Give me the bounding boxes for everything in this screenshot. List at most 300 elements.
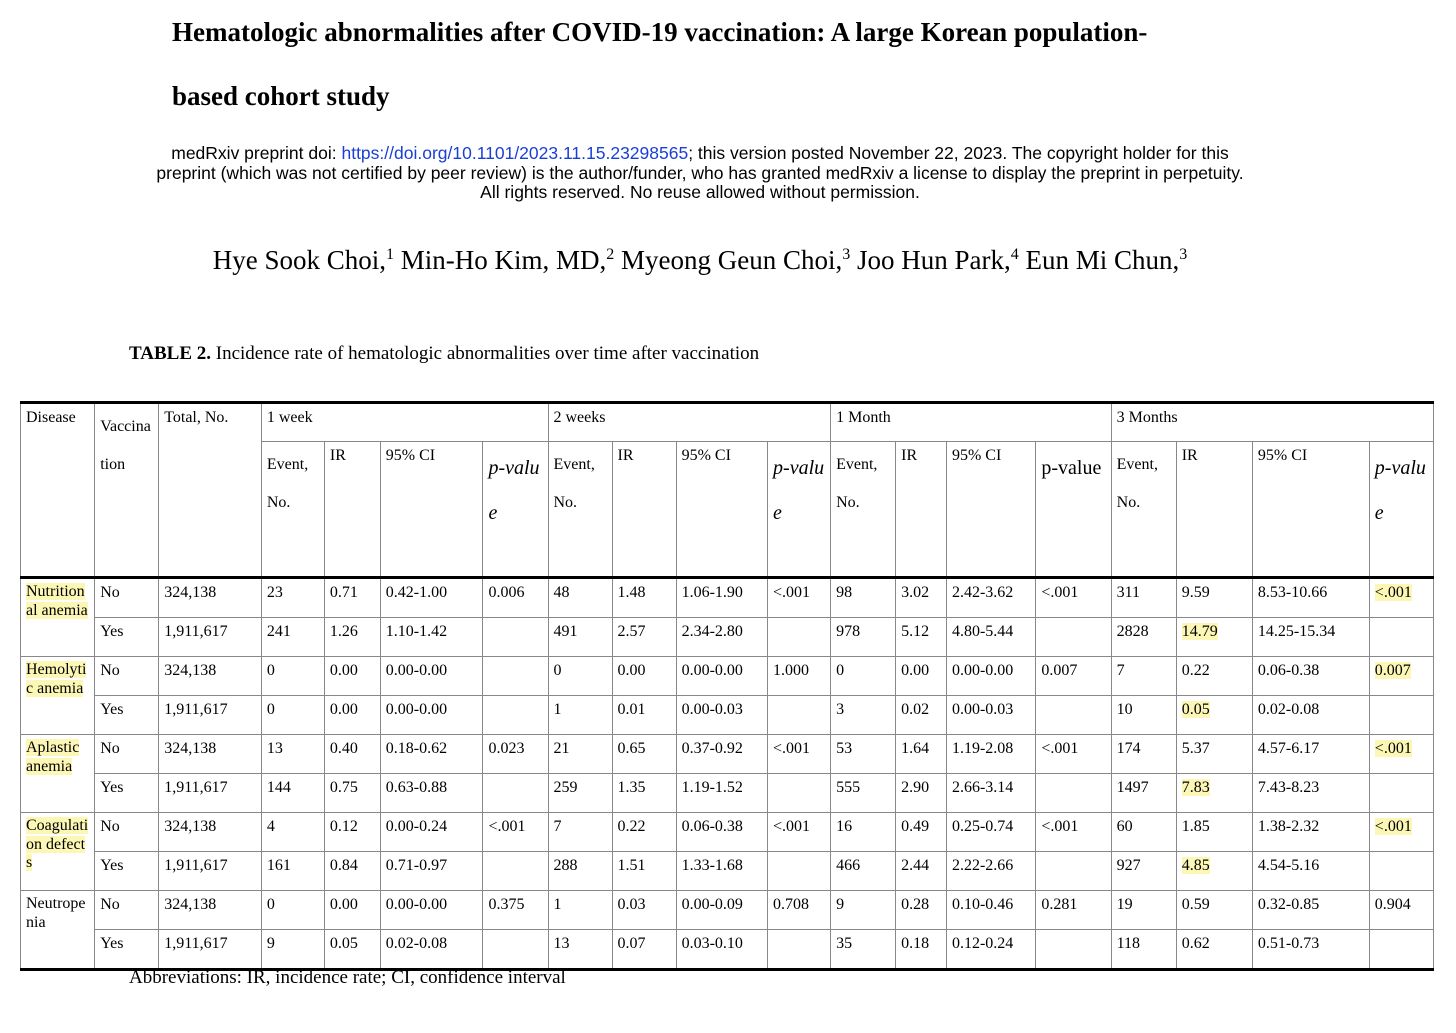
value-cell [612, 774, 676, 813]
value-text: 1.51 [617, 857, 646, 874]
value-text: 1.64 [901, 740, 930, 757]
value-text: 2.66-3.14 [951, 779, 1014, 796]
total-cell: 324,138 [159, 657, 262, 696]
value-cell [768, 618, 831, 657]
value-cell [1036, 735, 1111, 774]
value-text: 0.62 [1181, 935, 1210, 952]
subheader-event: Event, No. [831, 442, 896, 578]
value-text: 0.05 [329, 935, 358, 952]
value-text: 1.33-1.68 [681, 857, 743, 874]
value-cell [1176, 891, 1252, 930]
value-text: 1.000 [773, 662, 810, 679]
value-cell [1252, 891, 1369, 930]
value-cell [831, 657, 896, 696]
value-cell [946, 891, 1035, 930]
value-cell [1036, 930, 1111, 970]
value-text: 0.375 [488, 896, 525, 913]
value-text: <.001 [1041, 818, 1079, 835]
table-row [21, 578, 1434, 618]
value-cell [1036, 618, 1111, 657]
value-text: 1.38-2.32 [1257, 818, 1320, 835]
value-text: 0.75 [329, 779, 358, 796]
incidence-table [20, 401, 1434, 971]
value-cell [548, 930, 612, 970]
value-text: 53 [836, 740, 853, 757]
value-text: 1.06-1.90 [681, 584, 743, 601]
value-cell [324, 578, 380, 618]
paper-title-line1: Hematologic abnormalities after COVID-19 vaccination: A large Korean population- [172, 17, 1148, 47]
value-cell [483, 578, 548, 618]
total-cell: 1,911,617 [159, 618, 262, 657]
value-cell [831, 735, 896, 774]
value-cell [1111, 930, 1176, 970]
value-text: 161 [266, 857, 291, 874]
value-cell [548, 813, 612, 852]
value-cell [768, 735, 831, 774]
total-cell: 1,911,617 [159, 852, 262, 891]
doi-prefix: medRxiv preprint doi: [171, 143, 342, 163]
value-cell [1369, 930, 1433, 970]
value-text: 0 [553, 662, 562, 679]
value-text: 60 [1116, 818, 1133, 835]
value-text: <.001 [773, 584, 811, 601]
total-cell: 324,138 [159, 578, 262, 618]
disease-cell [21, 578, 95, 657]
vaccination-cell: No [95, 657, 159, 696]
value-text: 48 [553, 584, 570, 601]
value-cell [261, 696, 324, 735]
value-cell [676, 657, 767, 696]
table-caption [129, 342, 759, 366]
subheader-ci: 95% CI [946, 442, 1035, 578]
value-text: 0.708 [773, 896, 810, 913]
value-cell [768, 930, 831, 970]
value-text: 0.18 [901, 935, 930, 952]
header-period-1month: 1 Month [831, 403, 1112, 442]
value-text: 2.57 [617, 623, 646, 640]
value-text: 0.05 [1181, 701, 1210, 718]
paper-title-line2: based cohort study [172, 81, 390, 111]
author-affiliation: 3 [1179, 246, 1188, 263]
value-text: 0.00 [329, 701, 358, 718]
value-cell [1111, 578, 1176, 618]
value-cell [324, 696, 380, 735]
value-cell [1036, 813, 1111, 852]
value-text: 0.01 [617, 701, 646, 718]
value-cell [483, 696, 548, 735]
value-text: <.001 [1374, 818, 1412, 835]
header-total: Total, No. [159, 403, 262, 578]
table-row [21, 852, 1434, 891]
value-cell [548, 891, 612, 930]
value-text: 0.904 [1374, 896, 1411, 913]
value-text: 1 [553, 701, 562, 718]
value-text: 3.02 [901, 584, 930, 601]
value-text: 4 [266, 818, 275, 835]
value-text: 0 [266, 896, 275, 913]
table-abbreviations: Abbreviations: IR, incidence rate; CI, confidence interval [129, 967, 566, 988]
value-cell [380, 618, 483, 657]
value-cell [483, 891, 548, 930]
value-text: <.001 [773, 740, 811, 757]
value-cell [324, 891, 380, 930]
value-cell [1252, 735, 1369, 774]
value-cell [896, 813, 947, 852]
value-cell [896, 696, 947, 735]
value-cell [1176, 774, 1252, 813]
value-cell [768, 774, 831, 813]
value-cell [1252, 813, 1369, 852]
value-text: 0.00 [329, 896, 358, 913]
value-cell [831, 578, 896, 618]
value-text: 0.00-0.09 [681, 896, 743, 913]
value-text: 1 [553, 896, 562, 913]
value-text: <.001 [1041, 584, 1079, 601]
value-cell [261, 735, 324, 774]
value-cell [1252, 696, 1369, 735]
value-text: 2.34-2.80 [681, 623, 743, 640]
value-text: 2.42-3.62 [951, 584, 1014, 601]
value-cell [676, 891, 767, 930]
value-cell [612, 891, 676, 930]
table-header-row [21, 403, 1434, 442]
value-cell [676, 618, 767, 657]
value-cell [1369, 578, 1433, 618]
value-cell [946, 813, 1035, 852]
table-row [21, 618, 1434, 657]
total-cell: 324,138 [159, 735, 262, 774]
subheader-ci: 95% CI [1252, 442, 1369, 578]
value-text: 1.26 [329, 623, 358, 640]
value-text: 0.28 [901, 896, 930, 913]
vaccination-cell: No [95, 813, 159, 852]
value-text: 4.85 [1181, 857, 1210, 874]
header-period-2weeks: 2 weeks [548, 403, 831, 442]
value-text: 0.03 [617, 896, 646, 913]
value-cell [1176, 852, 1252, 891]
value-text: 0.00-0.00 [385, 662, 448, 679]
value-cell [612, 852, 676, 891]
value-text: <.001 [1374, 584, 1412, 601]
value-text: 0 [266, 701, 275, 718]
value-cell [768, 657, 831, 696]
value-cell [483, 813, 548, 852]
value-text: 1497 [1116, 779, 1149, 796]
value-text: 7.43-8.23 [1257, 779, 1320, 796]
value-cell [548, 696, 612, 735]
value-text: 0.00-0.03 [951, 701, 1014, 718]
disease-cell [21, 735, 95, 813]
value-cell [1036, 852, 1111, 891]
value-text: 0.02 [901, 701, 930, 718]
value-cell [946, 696, 1035, 735]
disease-name: Nutritional anemia [26, 583, 88, 619]
value-cell [1036, 657, 1111, 696]
value-cell [676, 774, 767, 813]
value-cell [380, 813, 483, 852]
value-text: 0.07 [617, 935, 646, 952]
doi-line2: preprint (which was not certified by peer review) is the author/funder, who has granted medRxiv a license to display the preprint in perpetuity. [156, 162, 1244, 183]
value-cell [1176, 696, 1252, 735]
value-text: 927 [1116, 857, 1141, 874]
value-cell [1252, 578, 1369, 618]
value-cell [1111, 774, 1176, 813]
value-text: 4.57-6.17 [1257, 740, 1320, 757]
subheader-p: p-value [1036, 442, 1111, 578]
author-list [0, 240, 1400, 280]
value-cell [1036, 891, 1111, 930]
value-cell [831, 891, 896, 930]
value-text: 0.02-0.08 [1257, 701, 1320, 718]
value-cell [483, 930, 548, 970]
value-cell [261, 930, 324, 970]
value-cell [380, 657, 483, 696]
author-name: Myeong Geun Choi, [614, 245, 843, 275]
value-cell [324, 735, 380, 774]
value-text: 13 [266, 740, 283, 757]
value-cell [676, 696, 767, 735]
value-cell [1111, 852, 1176, 891]
value-cell [1176, 813, 1252, 852]
value-text: 0.06-0.38 [1257, 662, 1320, 679]
value-cell [946, 735, 1035, 774]
value-text: 21 [553, 740, 570, 757]
value-text: 0.42-1.00 [385, 584, 448, 601]
value-cell [324, 657, 380, 696]
value-cell [1369, 735, 1433, 774]
table-caption-label: TABLE 2. [129, 343, 212, 364]
value-cell [1252, 618, 1369, 657]
total-cell: 1,911,617 [159, 930, 262, 970]
value-cell [896, 930, 947, 970]
value-text: 118 [1116, 935, 1141, 952]
preprint-notice [0, 144, 1400, 203]
value-cell [483, 657, 548, 696]
disease-name: Neutropenia [26, 895, 86, 931]
value-cell [261, 578, 324, 618]
value-text: 0.00-0.00 [385, 896, 448, 913]
author-affiliation: 1 [386, 246, 394, 263]
value-cell [1252, 930, 1369, 970]
value-text: 0.007 [1374, 662, 1411, 679]
disease-cell [21, 891, 95, 970]
value-text: 5.37 [1181, 740, 1210, 757]
value-cell [896, 735, 947, 774]
subheader-event: Event, No. [261, 442, 324, 578]
value-cell [896, 618, 947, 657]
value-text: 0.37-0.92 [681, 740, 743, 757]
value-text: <.001 [1041, 740, 1079, 757]
value-cell [1176, 930, 1252, 970]
value-text: 0.00-0.00 [681, 662, 743, 679]
value-cell [1111, 696, 1176, 735]
value-text: 0.12-0.24 [951, 935, 1014, 952]
value-cell [612, 930, 676, 970]
value-cell [1111, 813, 1176, 852]
value-text: 8.53-10.66 [1257, 584, 1328, 601]
value-cell [380, 930, 483, 970]
value-cell [261, 618, 324, 657]
value-text: 7 [553, 818, 562, 835]
value-cell [946, 852, 1035, 891]
value-text: 0.00-0.03 [681, 701, 743, 718]
value-text: 1.35 [617, 779, 646, 796]
value-text: 288 [553, 857, 578, 874]
subheader-ir: IR [324, 442, 380, 578]
value-cell [1369, 618, 1433, 657]
total-cell: 1,911,617 [159, 696, 262, 735]
value-cell [1252, 774, 1369, 813]
value-text: 9 [836, 896, 845, 913]
value-cell [1036, 578, 1111, 618]
doi-link[interactable]: https://doi.org/10.1101/2023.11.15.23298565 [341, 143, 689, 163]
vaccination-cell: Yes [95, 852, 159, 891]
value-cell [483, 735, 548, 774]
value-text: 311 [1116, 584, 1141, 601]
value-cell [1111, 657, 1176, 696]
value-text: 16 [836, 818, 853, 835]
value-cell [831, 696, 896, 735]
value-cell [896, 774, 947, 813]
value-text: 2.44 [901, 857, 930, 874]
value-text: 0.007 [1041, 662, 1078, 679]
subheader-event: Event, No. [548, 442, 612, 578]
table-row [21, 696, 1434, 735]
value-text: 1.85 [1181, 818, 1210, 835]
value-cell [831, 774, 896, 813]
value-cell [1369, 657, 1433, 696]
value-cell [483, 618, 548, 657]
total-cell: 324,138 [159, 891, 262, 930]
value-cell [261, 774, 324, 813]
value-cell [768, 578, 831, 618]
value-cell [1252, 657, 1369, 696]
value-text: 23 [266, 584, 283, 601]
value-text: 2.22-2.66 [951, 857, 1014, 874]
value-cell [831, 852, 896, 891]
value-text: 4.80-5.44 [951, 623, 1014, 640]
value-text: 2828 [1116, 623, 1149, 640]
vaccination-cell: No [95, 578, 159, 618]
value-text: 466 [836, 857, 861, 874]
value-text: 0 [836, 662, 845, 679]
value-text: 0.00 [329, 662, 358, 679]
disease-cell [21, 813, 95, 891]
value-text: 259 [553, 779, 578, 796]
value-text: 2.90 [901, 779, 930, 796]
disease-cell [21, 657, 95, 735]
value-cell [1176, 657, 1252, 696]
subheader-p: p-value [1369, 442, 1433, 578]
disease-name: Aplastic anemia [26, 739, 80, 775]
value-cell [946, 657, 1035, 696]
value-cell [612, 618, 676, 657]
value-text: <.001 [773, 818, 811, 835]
vaccination-cell: Yes [95, 696, 159, 735]
value-cell [831, 618, 896, 657]
value-cell [548, 618, 612, 657]
value-text: 1.19-1.52 [681, 779, 743, 796]
author-affiliation: 3 [842, 246, 851, 263]
value-text: 0.71-0.97 [385, 857, 448, 874]
value-text: 0.84 [329, 857, 358, 874]
disease-name: Hemolytic anemia [26, 661, 87, 697]
value-cell [1111, 618, 1176, 657]
vaccination-cell: Yes [95, 618, 159, 657]
value-cell [896, 852, 947, 891]
author-name: Joo Hun Park, [850, 245, 1011, 275]
header-disease: Disease [21, 403, 95, 578]
value-text: 0.22 [617, 818, 646, 835]
value-text: 0.00 [617, 662, 646, 679]
value-cell [548, 735, 612, 774]
vaccination-cell: No [95, 735, 159, 774]
value-text: 35 [836, 935, 853, 952]
value-cell [1369, 891, 1433, 930]
author-name: Hye Sook Choi, [212, 245, 386, 275]
value-cell [1369, 813, 1433, 852]
value-text: 1.10-1.42 [385, 623, 448, 640]
value-cell [896, 657, 947, 696]
value-cell [676, 578, 767, 618]
value-cell [324, 852, 380, 891]
author-affiliation: 2 [606, 246, 615, 263]
value-cell [676, 813, 767, 852]
value-cell [261, 852, 324, 891]
value-cell [1036, 774, 1111, 813]
value-cell [324, 813, 380, 852]
author-affiliation: 4 [1010, 246, 1019, 263]
table-row [21, 930, 1434, 970]
value-cell [380, 578, 483, 618]
value-cell [1369, 774, 1433, 813]
value-text: 1.19-2.08 [951, 740, 1014, 757]
value-cell [548, 774, 612, 813]
value-text: 0.22 [1181, 662, 1210, 679]
value-cell [324, 618, 380, 657]
header-period-1week: 1 week [261, 403, 548, 442]
subheader-p: p-value [768, 442, 831, 578]
value-cell [946, 618, 1035, 657]
value-cell [612, 735, 676, 774]
value-text: 0.40 [329, 740, 358, 757]
value-cell [831, 930, 896, 970]
value-text: 0.00-0.24 [385, 818, 448, 835]
value-cell [768, 891, 831, 930]
value-text: 0.02-0.08 [385, 935, 448, 952]
subheader-ci: 95% CI [676, 442, 767, 578]
value-cell [380, 696, 483, 735]
value-cell [946, 578, 1035, 618]
value-cell [261, 657, 324, 696]
value-text: 1.48 [617, 584, 646, 601]
value-cell [483, 852, 548, 891]
value-cell [676, 930, 767, 970]
value-cell [896, 891, 947, 930]
value-text: 0.281 [1041, 896, 1078, 913]
value-text: 13 [553, 935, 570, 952]
value-cell [612, 813, 676, 852]
total-cell: 324,138 [159, 813, 262, 852]
vaccination-cell: Yes [95, 930, 159, 970]
value-text: 241 [266, 623, 291, 640]
value-cell [261, 891, 324, 930]
table-row [21, 657, 1434, 696]
value-text: 0 [266, 662, 275, 679]
subheader-ir: IR [612, 442, 676, 578]
value-cell [324, 774, 380, 813]
vaccination-cell: No [95, 891, 159, 930]
